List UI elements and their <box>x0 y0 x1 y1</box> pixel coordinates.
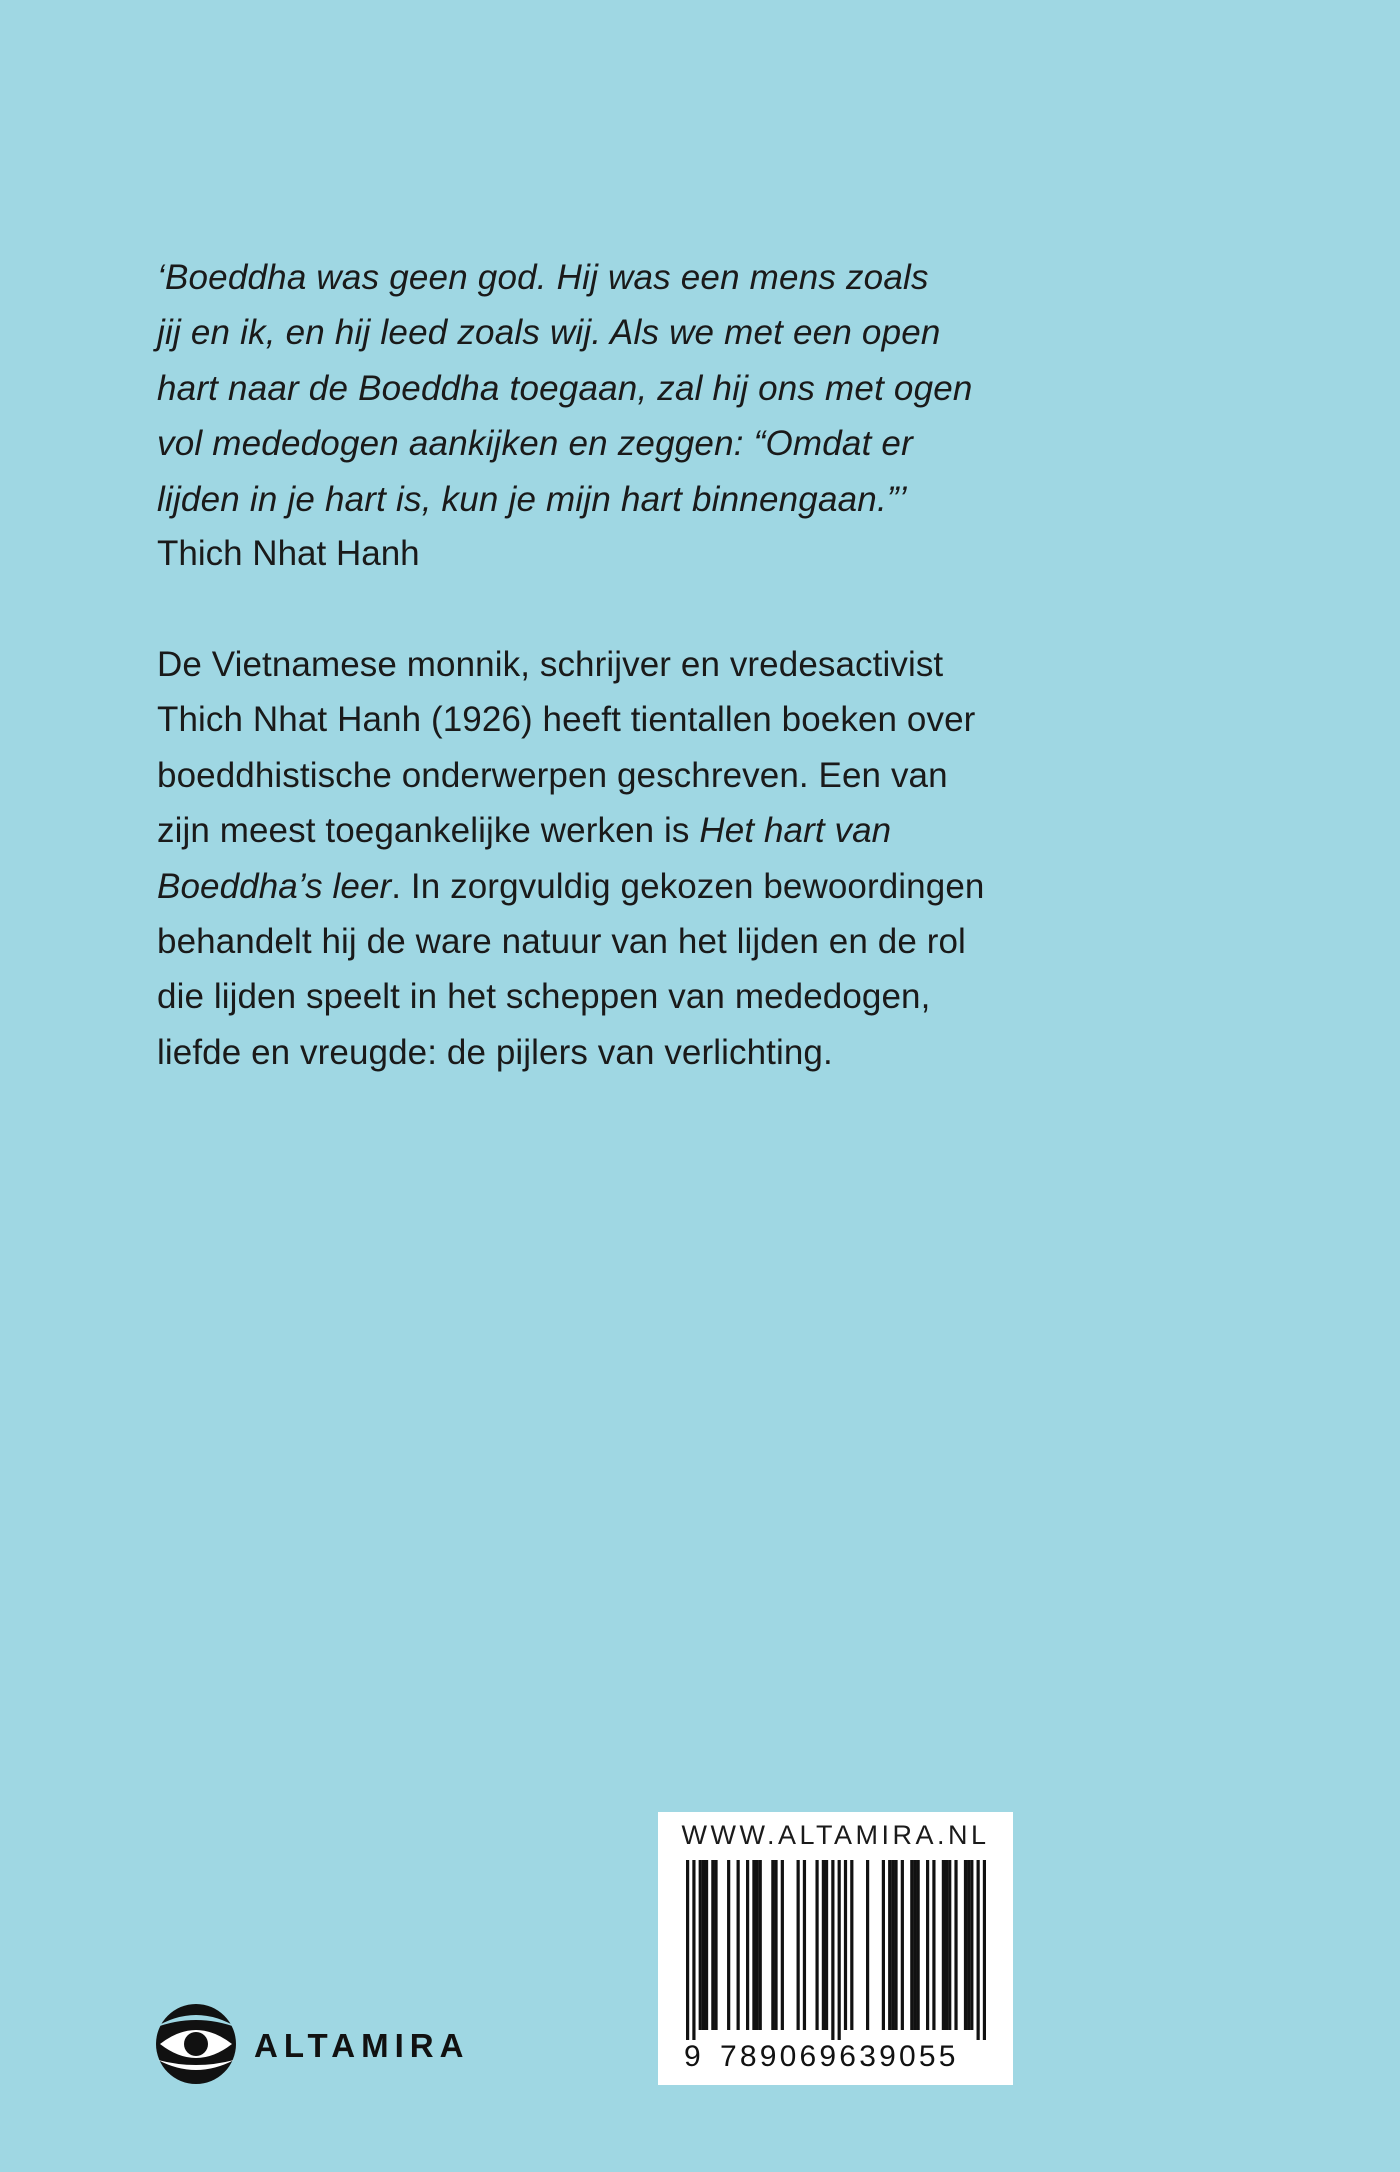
description-line <box>157 803 1057 858</box>
barcode-bar <box>882 1860 885 2030</box>
quote-block <box>157 250 1057 527</box>
barcode-bar <box>942 1860 945 2030</box>
barcode-bar <box>926 1860 929 2030</box>
quote-line: hart naar de Boeddha toegaan, zal hij ons met ogen <box>157 368 973 408</box>
barcode-bar <box>932 1860 935 2030</box>
barcode-bar <box>894 1860 897 2030</box>
barcode-bar <box>945 1860 948 2030</box>
description-line: Thich Nhat Hanh (1926) heeft tientallen boeken over <box>157 700 976 740</box>
barcode-bar <box>699 1860 702 2030</box>
book-title-italic: Het hart van <box>699 811 892 851</box>
isbn-remaining-digits: 789069639055 <box>720 2040 959 2073</box>
barcode-bar <box>752 1860 755 2030</box>
description-text: . In zorgvuldig gekozen bewoordingen <box>391 866 985 906</box>
barcode-bar <box>705 1860 708 2030</box>
barcode-bar <box>815 1860 818 2030</box>
barcode-bar <box>746 1860 749 2030</box>
barcode-bar <box>917 1860 920 2030</box>
barcode-image <box>686 1860 986 2040</box>
description-line: liefde en vreugde: de pijlers van verlichting. <box>157 1032 833 1072</box>
quote-line: vol mededogen aankijken en zeggen: “Omdat er <box>157 424 913 464</box>
publisher-url: WWW.ALTAMIRA.NL <box>681 1820 990 1850</box>
barcode-bar <box>755 1860 758 2030</box>
barcode-bar <box>983 1860 986 2040</box>
barcode-bar <box>702 1860 705 2030</box>
barcode-bar <box>822 1860 825 2030</box>
barcode-bar <box>803 1860 806 2030</box>
description-line: boeddhistische onderwerpen geschreven. Een van <box>157 755 948 795</box>
barcode-bar <box>954 1860 957 2030</box>
barcode-bar <box>771 1860 774 2030</box>
barcode-bar <box>774 1860 777 2030</box>
barcode-bar <box>825 1860 828 2030</box>
eye-logo-icon <box>150 1998 242 2090</box>
barcode-bar <box>686 1860 689 2040</box>
barcode-bar <box>850 1860 853 2030</box>
barcode-bar <box>759 1860 762 2030</box>
quote-line: jij en ik, en hij leed zoals wij. Als we met een open <box>157 313 941 353</box>
description-line: die lijden speelt in het scheppen van mededogen, <box>157 977 931 1017</box>
barcode-bar <box>866 1860 869 2030</box>
description-line: behandelt hij de ware natuur van het lijden en de rol <box>157 922 966 962</box>
barcode-bar <box>913 1860 916 2030</box>
publisher-name: ALTAMIRA <box>254 2027 470 2064</box>
barcode-bar <box>711 1860 714 2030</box>
barcode-bar <box>967 1860 970 2030</box>
barcode-bar <box>838 1860 841 2040</box>
barcode-bar <box>831 1860 834 2040</box>
description-block <box>157 637 1057 1080</box>
barcode-bar <box>888 1860 891 2030</box>
barcode-bar <box>977 1860 980 2040</box>
quote-attribution: Thich Nhat Hanh <box>157 534 420 573</box>
barcode-bar <box>797 1860 800 2030</box>
book-title-italic: Boeddha’s leer <box>157 866 392 906</box>
barcode-bar <box>901 1860 904 2030</box>
barcode-bar <box>781 1860 784 2030</box>
barcode-bar <box>844 1860 847 2030</box>
barcode-bar <box>891 1860 894 2030</box>
quote-line: ‘Boeddha was geen god. Hij was een mens zoals <box>157 258 929 297</box>
barcode-bar <box>727 1860 730 2030</box>
quote-line: lijden in je hart is, kun je mijn hart binnengaan.”’ <box>157 479 907 519</box>
barcode-bar <box>714 1860 717 2030</box>
barcode-bar <box>692 1860 695 2040</box>
barcode-bar <box>948 1860 951 2030</box>
barcode-bar <box>910 1860 913 2030</box>
description-line: De Vietnamese monnik, schrijver en vredesactivist <box>157 645 944 684</box>
description-line <box>157 859 1057 914</box>
barcode-bar <box>970 1860 973 2030</box>
publisher-logo <box>150 1998 510 2088</box>
barcode-bar <box>737 1860 740 2030</box>
barcode-bar <box>964 1860 967 2030</box>
barcode-box <box>658 1812 1013 2085</box>
isbn-first-digit: 9 <box>684 2040 704 2073</box>
description-text: zijn meest toegankelijke werken is <box>157 811 700 851</box>
